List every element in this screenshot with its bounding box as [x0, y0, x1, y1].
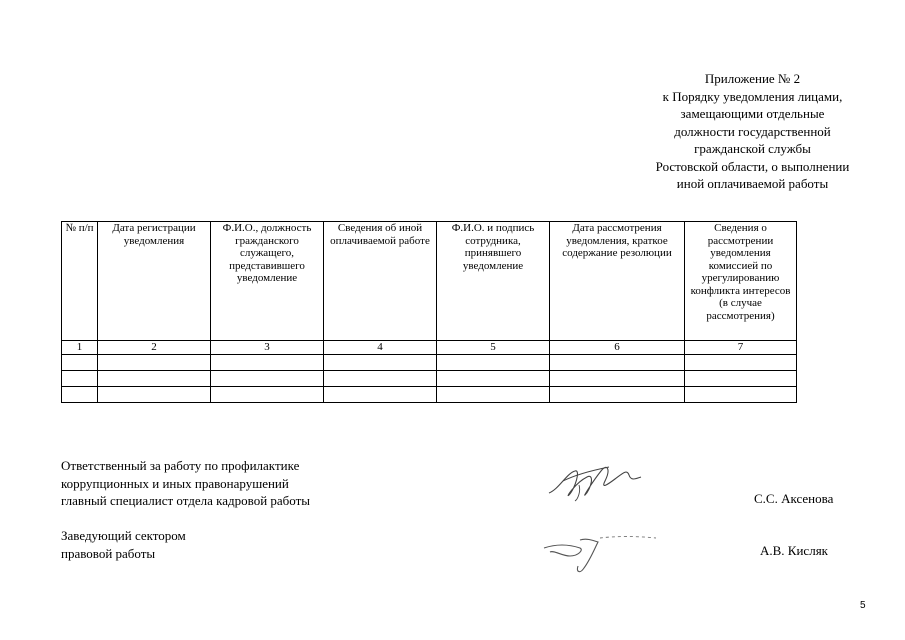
handwritten-signature-first [545, 455, 645, 503]
table-header-row [62, 222, 797, 341]
header-cell-number: № п/п [62, 222, 98, 341]
page-number: 5 [860, 600, 866, 611]
header-cell-employee: Ф.И.О., должность гражданского служащего, представившего уведомление [211, 222, 324, 341]
table-row [62, 371, 797, 387]
title-line: правовой работы [61, 545, 156, 561]
appendix-line: должности государственной [674, 123, 831, 139]
appendix-line: Ростовской области, о выполнении [655, 158, 850, 174]
column-number: 7 [685, 341, 797, 355]
title-line: главный специалист отдела кадровой работы [61, 493, 311, 508]
column-number: 4 [324, 341, 437, 355]
appendix-line: замещающими отдельные [680, 106, 825, 121]
column-number: 5 [437, 341, 550, 355]
header-cell-review-date: Дата рассмотрения уведомления, краткое содержание резолюции [550, 222, 685, 341]
appendix-line: гражданской службы [694, 141, 811, 156]
column-number: 2 [98, 341, 211, 355]
column-number: 1 [62, 341, 98, 355]
table-row [62, 355, 797, 371]
title-line: Ответственный за работу по профилактике [61, 458, 300, 473]
responsible-officer-title [61, 457, 310, 510]
signer-name-first: С.С. Аксенова [754, 491, 834, 506]
column-number: 6 [550, 341, 685, 355]
notification-register-table [61, 221, 797, 403]
signer-name-second: А.В. Кисляк [760, 543, 828, 558]
sector-head-title [61, 527, 186, 562]
title-line: коррупционных и иных правонарушений [61, 475, 289, 491]
appendix-line: к Порядку уведомления лицами, [662, 88, 843, 104]
table-row [62, 387, 797, 403]
title-line: Заведующий сектором [61, 528, 186, 543]
handwritten-signature-second [540, 530, 660, 578]
column-number-row [62, 341, 797, 355]
header-cell-registration-date: Дата регистрации уведомления [98, 222, 211, 341]
header-cell-receiver: Ф.И.О. и подпись сотрудника, принявшего уведомление [437, 222, 550, 341]
header-cell-commission: Сведения о рассмотрении уведомления комиссией по урегулированию конфликта интересов (в случае рассмотрения) [685, 222, 797, 341]
appendix-header [600, 70, 905, 193]
column-number: 3 [211, 341, 324, 355]
header-cell-other-work: Сведения об иной оплачиваемой работе [324, 222, 437, 341]
appendix-line: Приложение № 2 [704, 71, 801, 86]
appendix-line: иной оплачиваемой работы [676, 176, 829, 191]
